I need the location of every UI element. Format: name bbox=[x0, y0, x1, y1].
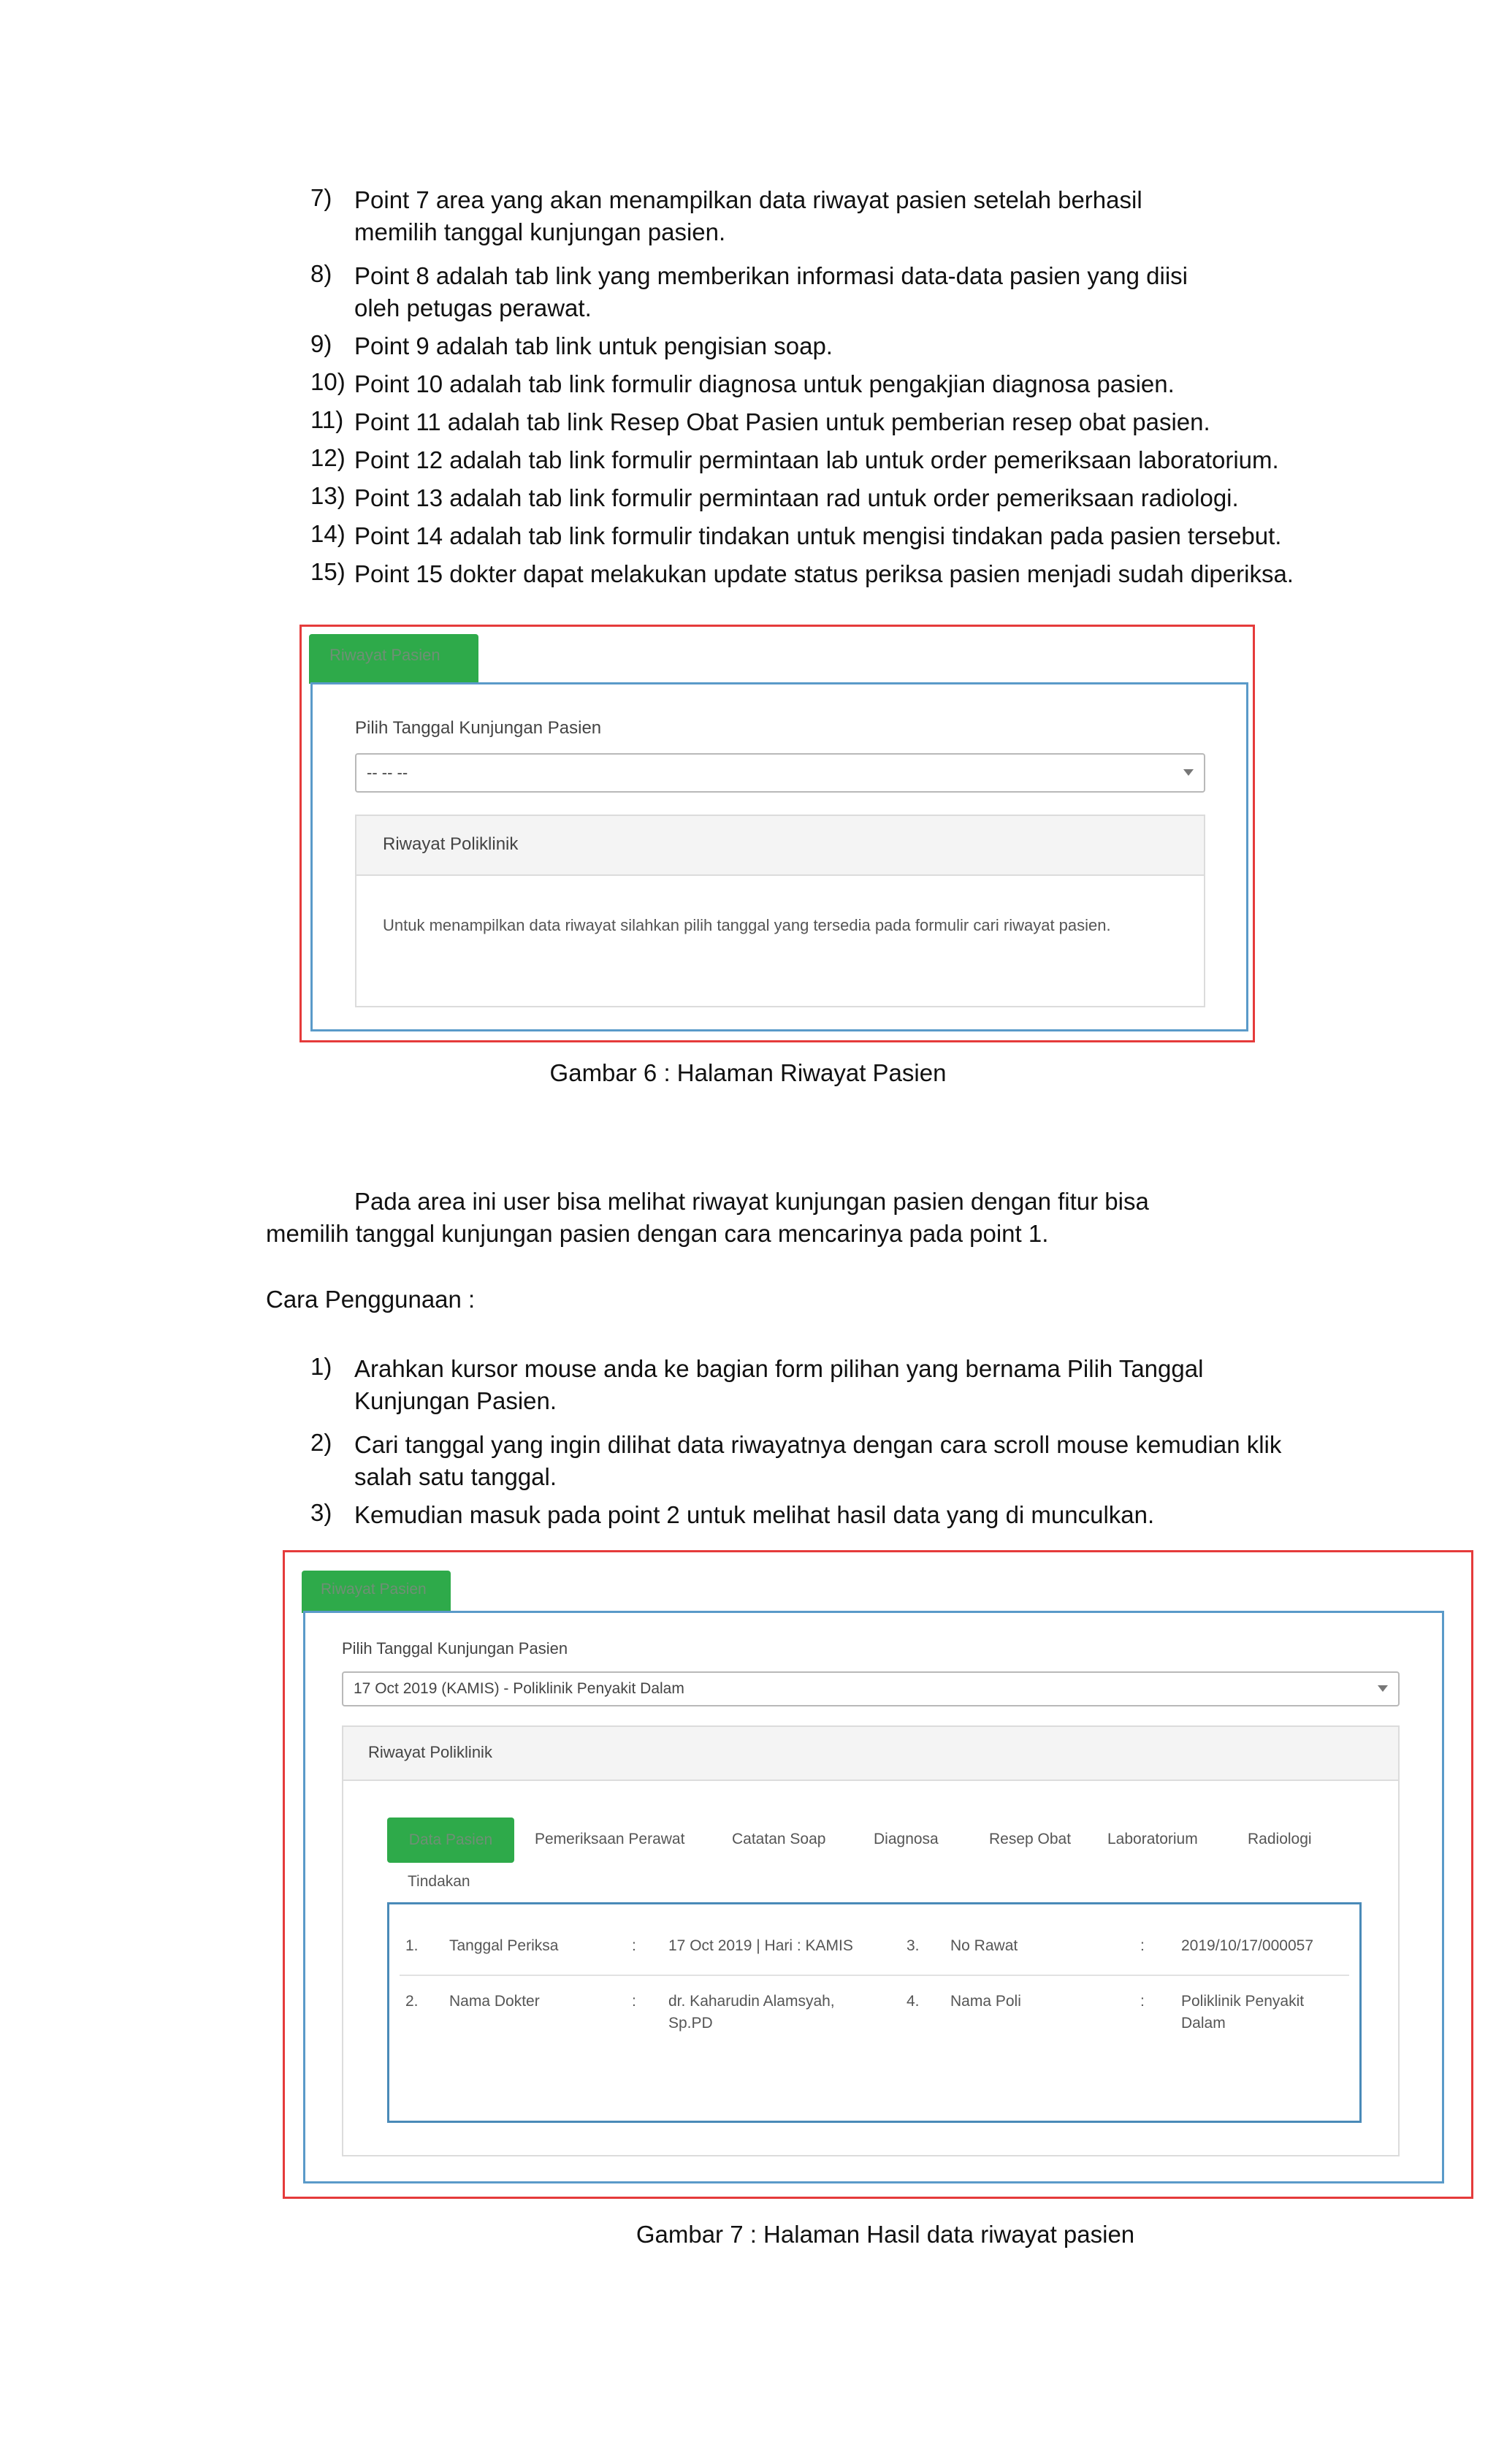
list-item-text: Arahkan kursor mouse anda ke bagian form pilihan yang bernama Pilih Tanggal Kunjungan Pasien. bbox=[354, 1355, 1204, 1414]
list-item-text: Point 8 adalah tab link yang memberikan informasi data-data pasien yang diisi oleh petugas perawat. bbox=[354, 262, 1188, 321]
list-item-number: 12) bbox=[310, 444, 346, 471]
list-item-number: 7) bbox=[310, 184, 332, 211]
riwayat-info-text: Untuk menampilkan data riwayat silahkan pilih tanggal yang tersedia pada formulir cari riwayat pasien. bbox=[383, 916, 1111, 934]
field-value: Poliklinik Penyakit Dalam bbox=[1181, 1993, 1305, 2032]
list-item-text: Point 15 dokter dapat melakukan update status periksa pasien menjadi sudah diperiksa. bbox=[354, 560, 1294, 587]
field-separator: : bbox=[632, 1937, 636, 1954]
tab-diagnosa[interactable]: Diagnosa bbox=[874, 1831, 939, 1847]
field-separator: : bbox=[1140, 1937, 1145, 1954]
chevron-down-icon bbox=[1183, 769, 1194, 776]
tab-resep-obat[interactable]: Resep Obat bbox=[989, 1831, 1072, 1847]
field-separator: : bbox=[1140, 1993, 1145, 2010]
list-item-text: Point 9 adalah tab link untuk pengisian soap. bbox=[354, 332, 833, 359]
tab-riwayat-pasien[interactable]: Riwayat Pasien bbox=[302, 1571, 451, 1613]
paragraph-line: Pada area ini user bisa melihat riwayat kunjungan pasien dengan fitur bisa bbox=[354, 1188, 1149, 1215]
tab-pemeriksaan-perawat[interactable]: Pemeriksaan Perawat bbox=[535, 1831, 685, 1847]
list-item-number: 9) bbox=[310, 330, 332, 357]
field-value: dr. Kaharudin Alamsyah, Sp.PD bbox=[668, 1993, 835, 2032]
tab-radiologi[interactable]: Radiologi bbox=[1248, 1831, 1312, 1847]
list-item-number: 3) bbox=[310, 1499, 332, 1526]
riwayat-panel bbox=[310, 682, 1248, 1031]
tab-tindakan[interactable]: Tindakan bbox=[408, 1873, 470, 1890]
riwayat-panel bbox=[303, 1611, 1444, 2183]
list-item-text: Point 12 adalah tab link formulir permintaan lab untuk order pemeriksaan laboratorium. bbox=[354, 446, 1279, 473]
list-item-text: Cari tanggal yang ingin dilihat data riwayatnya dengan cara scroll mouse kemudian klik salah satu tanggal. bbox=[354, 1431, 1282, 1490]
list-item-number: 10) bbox=[310, 368, 346, 395]
visit-date-label: Pilih Tanggal Kunjungan Pasien bbox=[342, 1639, 568, 1658]
tab-catatan-soap[interactable]: Catatan Soap bbox=[732, 1831, 826, 1847]
list-item-text: Kemudian masuk pada point 2 untuk melihat hasil data yang di munculkan. bbox=[354, 1501, 1155, 1528]
figure-caption: Gambar 6 : Halaman Riwayat Pasien bbox=[549, 1059, 947, 1086]
row-number: 2. bbox=[405, 1993, 419, 2010]
list-item-number: 8) bbox=[310, 260, 332, 287]
list-item-number: 11) bbox=[310, 406, 344, 433]
figure-hasil-riwayat bbox=[283, 1550, 1473, 2199]
row-number: 1. bbox=[405, 1937, 419, 1954]
list-item-number: 13) bbox=[310, 482, 346, 509]
figure-riwayat-pasien bbox=[299, 625, 1255, 1042]
visit-date-select[interactable] bbox=[342, 1671, 1400, 1706]
field-value: 2019/10/17/000057 bbox=[1181, 1937, 1314, 1954]
list-item-number: 2) bbox=[310, 1429, 332, 1456]
patient-data-table bbox=[387, 1902, 1362, 2123]
list-item-text: Point 11 adalah tab link Resep Obat Pasien untuk pemberian resep obat pasien. bbox=[354, 408, 1210, 435]
figure-caption: Gambar 7 : Halaman Hasil data riwayat pasien bbox=[636, 2221, 1135, 2248]
field-value: 17 Oct 2019 | Hari : KAMIS bbox=[668, 1937, 853, 1954]
row-number: 4. bbox=[907, 1993, 920, 2010]
visit-date-select[interactable] bbox=[355, 753, 1205, 793]
riwayat-poliklinik-title: Riwayat Poliklinik bbox=[356, 816, 1204, 876]
list-item-number: 14) bbox=[310, 520, 346, 547]
visit-date-label: Pilih Tanggal Kunjungan Pasien bbox=[355, 718, 602, 738]
visit-date-select-value: -- -- -- bbox=[367, 763, 408, 782]
field-label: Tanggal Periksa bbox=[449, 1937, 559, 1954]
field-label: No Rawat bbox=[950, 1937, 1018, 1954]
tab-laboratorium[interactable]: Laboratorium bbox=[1107, 1831, 1198, 1847]
field-label: Nama Dokter bbox=[449, 1993, 540, 2010]
list-item-text: Point 14 adalah tab link formulir tindakan untuk mengisi tindakan pada pasien tersebut. bbox=[354, 522, 1282, 549]
tab-data-pasien[interactable]: Data Pasien bbox=[387, 1818, 514, 1863]
row-number: 3. bbox=[907, 1937, 920, 1954]
list-item-text: Point 10 adalah tab link formulir diagnosa untuk pengakjian diagnosa pasien. bbox=[354, 370, 1175, 397]
list-item-number: 15) bbox=[310, 558, 346, 585]
list-item-number: 1) bbox=[310, 1353, 332, 1380]
row-divider bbox=[400, 1975, 1349, 1976]
paragraph-line: memilih tanggal kunjungan pasien dengan cara mencarinya pada point 1. bbox=[266, 1220, 1049, 1247]
chevron-down-icon bbox=[1378, 1685, 1388, 1692]
riwayat-poliklinik-title: Riwayat Poliklinik bbox=[343, 1727, 1398, 1781]
field-label: Nama Poli bbox=[950, 1993, 1021, 2010]
riwayat-poliklinik-box bbox=[342, 1725, 1400, 2156]
list-item-text: Point 7 area yang akan menampilkan data riwayat pasien setelah berhasil memilih tanggal kunjungan pasien. bbox=[354, 186, 1142, 245]
tab-riwayat-pasien[interactable]: Riwayat Pasien bbox=[309, 634, 478, 684]
list-item-text: Point 13 adalah tab link formulir permintaan rad untuk order pemeriksaan radiologi. bbox=[354, 484, 1239, 511]
field-separator: : bbox=[632, 1993, 636, 2010]
visit-date-select-value: 17 Oct 2019 (KAMIS) - Poliklinik Penyakit Dalam bbox=[354, 1680, 684, 1697]
riwayat-poliklinik-box bbox=[355, 815, 1205, 1007]
usage-heading: Cara Penggunaan : bbox=[266, 1286, 476, 1313]
